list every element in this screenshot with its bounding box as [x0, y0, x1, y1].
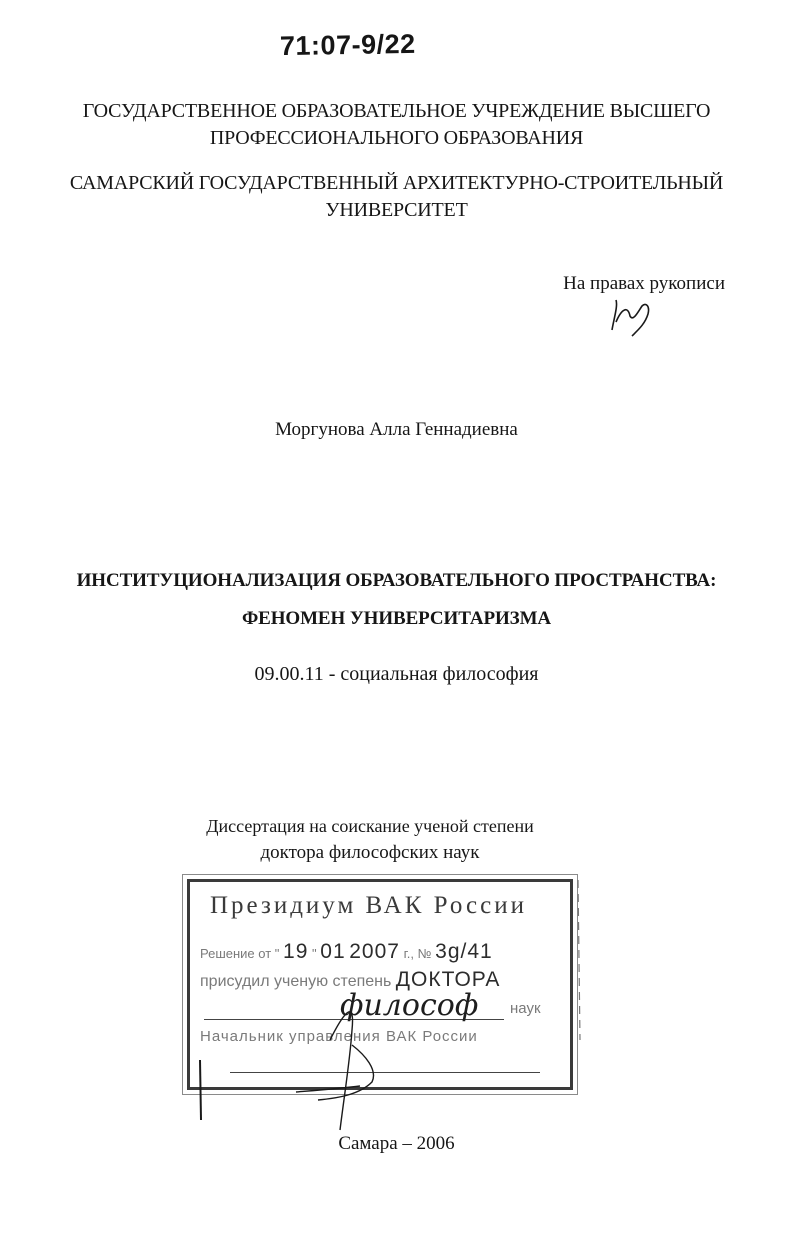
institution-type-line-1: ГОСУДАРСТВЕННОЕ ОБРАЗОВАТЕЛЬНОЕ УЧРЕЖДЕНИЕ ВЫСШЕГО — [82, 100, 711, 122]
stamp-awarded-label: присудил ученую степень — [200, 973, 392, 990]
stamp-title: Президиум ВАК России — [210, 892, 527, 919]
university-name-line-1: САМАРСКИЙ ГОСУДАРСТВЕННЫЙ АРХИТЕКТУРНО-СТРОИТЕЛЬНЫЙ — [69, 172, 724, 194]
margin-dash-line — [578, 880, 580, 1040]
stamp-field-rule — [204, 1019, 504, 1020]
signature-mark-top — [612, 300, 649, 336]
stamp-decision-month: 01 — [320, 940, 346, 963]
institution-type — [0, 98, 793, 152]
thesis-degree-line-1: Диссертация на соискание ученой степени — [206, 816, 534, 836]
specialty: 09.00.11 - социальная философия — [254, 663, 539, 685]
thesis-degree-line-2: доктора философских наук — [260, 842, 480, 863]
stamp-decision-label: Решение от " — [200, 946, 280, 961]
dissertation-title — [0, 562, 793, 638]
stamp-chief-label: Начальник управления ВАК России — [200, 1028, 478, 1045]
stamp-field-handwritten: философ — [340, 988, 479, 1023]
city-year: Самара – 2006 — [338, 1133, 455, 1154]
stamp-decision-year-suffix: г., № — [403, 946, 432, 961]
stamp-science-label: наук — [510, 1000, 541, 1017]
stamp-decision-day: 19 — [283, 940, 309, 963]
stamp-decision-year: 2007 — [349, 940, 400, 963]
rights-note: На правах рукописи — [563, 273, 725, 294]
stamp-date-separator: " — [312, 946, 317, 961]
university-name — [0, 170, 793, 224]
author-name: Моргунова Алла Геннадиевна — [275, 419, 518, 440]
stamp-awarded-line — [200, 968, 500, 992]
university-name-line-2: УНИВЕРСИТЕТ — [325, 199, 468, 221]
stamp-signature-rule — [230, 1072, 540, 1073]
vak-stamp — [187, 879, 573, 1090]
dissertation-title-line-2: ФЕНОМЕН УНИВЕРСИТАРИЗМА — [241, 608, 552, 629]
institution-type-line-2: ПРОФЕССИОНАЛЬНОГО ОБРАЗОВАНИЯ — [209, 127, 584, 149]
registration-code: 71:07-9/22 — [279, 28, 416, 62]
dissertation-title-line-1: ИНСТИТУЦИОНАЛИЗАЦИЯ ОБРАЗОВАТЕЛЬНОГО ПРОСТРАНСТВА: — [76, 570, 717, 591]
stamp-degree-word: ДОКТОРА — [395, 968, 501, 991]
stamp-decision-number: 3g/41 — [435, 940, 493, 963]
stamp-decision-line — [200, 940, 493, 964]
